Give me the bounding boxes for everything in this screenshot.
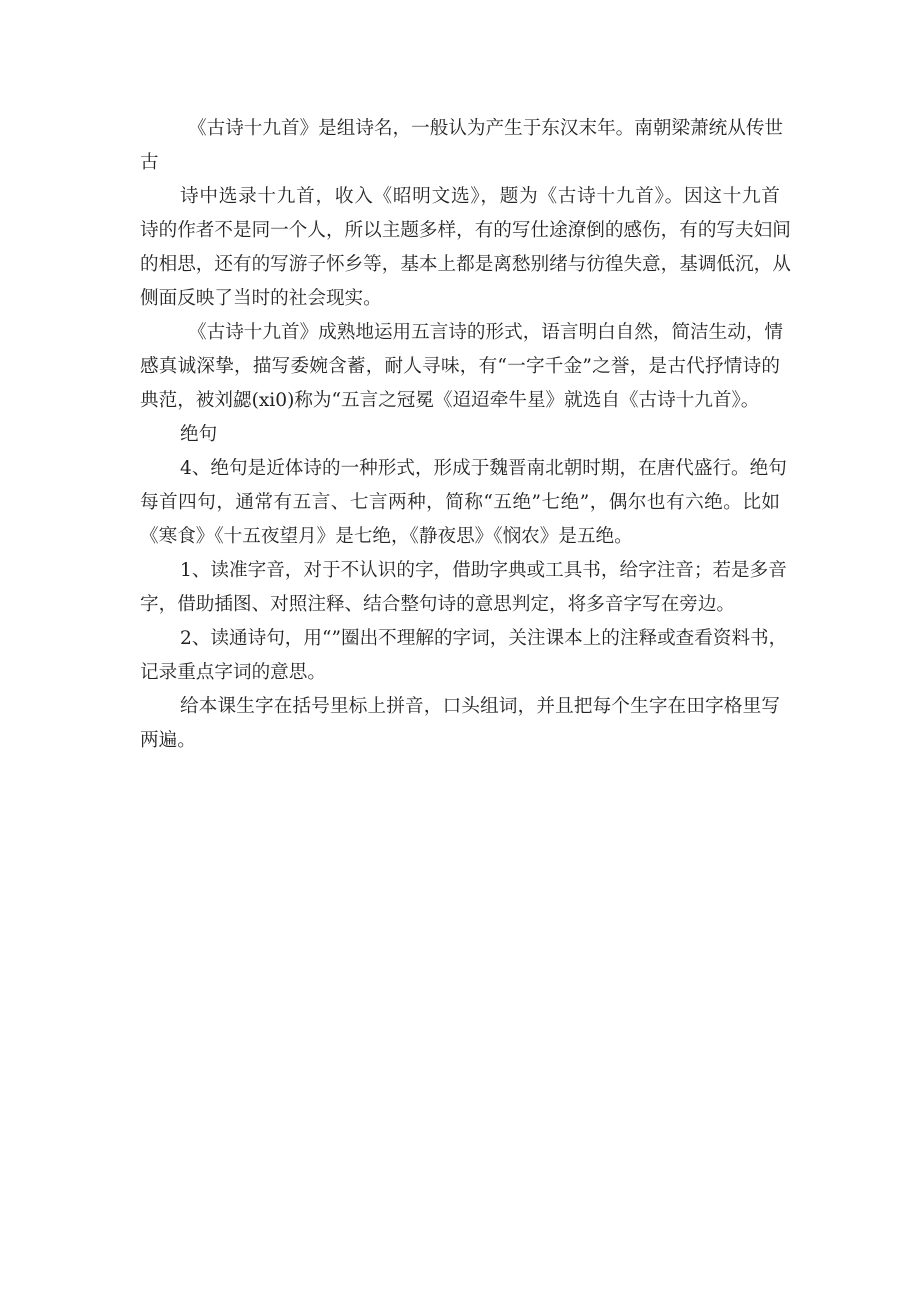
paragraph-4-line-2: 每首四句，通常有五言、七言两种，简称“五绝”七绝”，偶尔也有六绝。比如 [140,492,780,513]
paragraph-7-line-2: 两遍。 [140,730,196,751]
paragraph-1-line-1: 《古诗十九首》是组诗名，一般认为产生于东汉末年。南朝梁萧统从传世 [188,118,784,139]
paragraph-3-line-2: 感真诚深挚，描写委婉含蓄，耐人寻味，有“一字千金”之誉，是古代抒情诗的 [140,356,780,377]
paragraph-4-line-3: 《寒食》《十五夜望月》是七绝，《静夜思》《悯农》是五绝。 [140,526,633,547]
section-heading-jueju: 绝句 [180,424,218,445]
paragraph-6-line-2: 记录重点字词的意思。 [140,662,326,683]
paragraph-2-line-1: 诗中选录十九首，收入《昭明文选》，题为《古诗十九首》。因这十九首 [180,186,780,207]
paragraph-3-line-1: 《古诗十九首》成熟地运用五言诗的形式，语言明白自然，简洁生动，情 [188,322,784,343]
paragraph-2-line-2: 诗的作者不是同一个人，所以主题多样，有的写仕途潦倒的感伤，有的写夫妇间 [140,220,791,241]
paragraph-1-line-2: 古 [140,152,159,173]
paragraph-5-line-1: 1、读准字音，对于不认识的字，借助字典或工具书，给字注音；若是多音 [180,560,787,581]
paragraph-2-line-4: 侧面反映了当时的社会现实。 [140,288,382,309]
paragraph-7-line-1: 给本课生字在括号里标上拼音，口头组词，并且把每个生字在田字格里写 [180,696,780,717]
paragraph-3-line-3: 典范，被刘勰(xi0)称为“五言之冠冕《迢迢牵牛星》就选自《古诗十九首》。 [140,390,760,411]
paragraph-2-line-3: 的相思，还有的写游子怀乡等，基本上都是离愁别绪与彷徨失意，基调低沉，从 [140,254,791,275]
paragraph-5-line-2: 字，借助插图、对照注释、结合整句诗的意思判定，将多音字写在旁边。 [140,594,736,615]
paragraph-4-line-1: 4、绝句是近体诗的一种形式，形成于魏晋南北朝时期，在唐代盛行。绝句 [180,458,787,479]
document-body [140,112,791,758]
paragraph-6-line-1: 2、读通诗句，用“”圈出不理解的字词，关注课本上的注释或查看资料书， [180,628,788,649]
